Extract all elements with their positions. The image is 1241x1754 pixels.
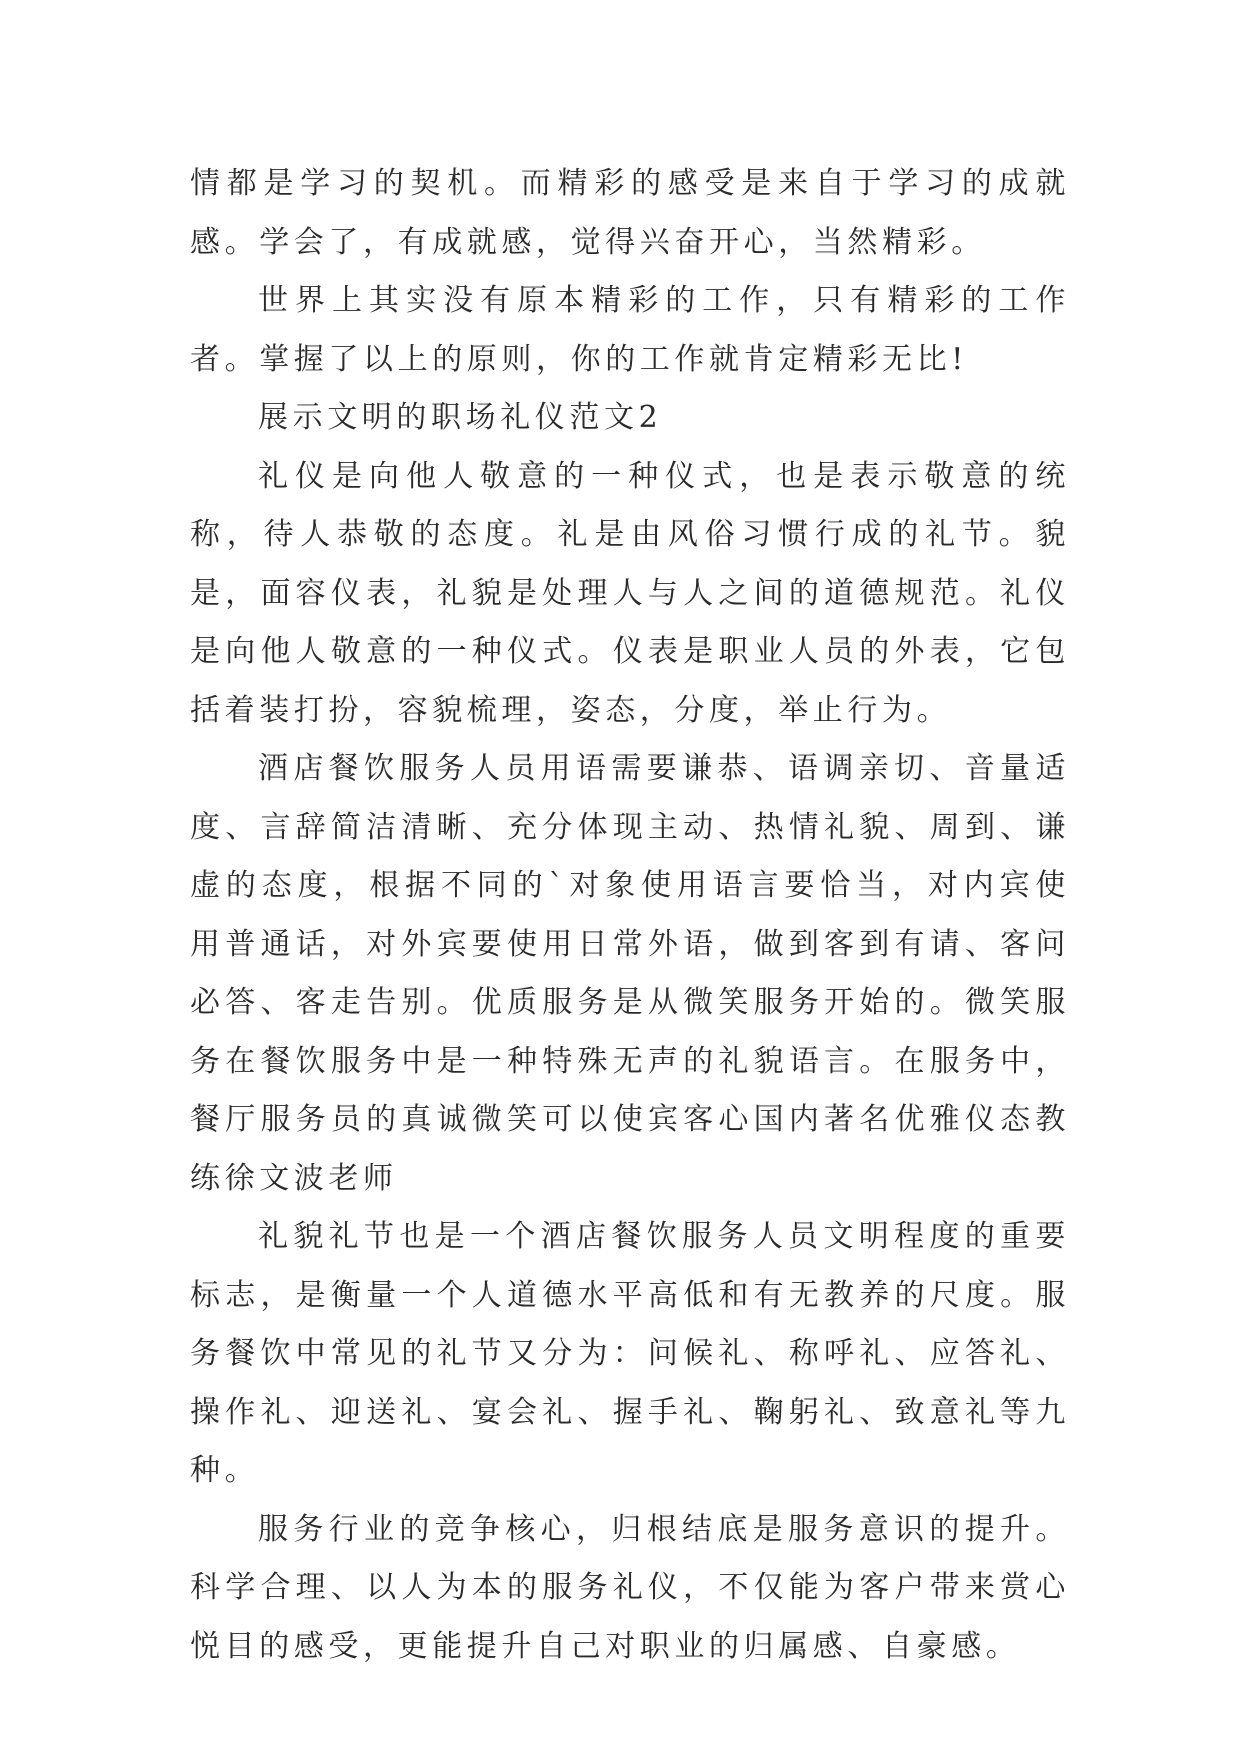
paragraph: 礼貌礼节也是一个酒店餐饮服务人员文明程度的重要标志，是衡量一个人道德水平高低和有无教养的尺度。服务餐饮中常见的礼节又分为：问候礼、称呼礼、应答礼、操作礼、迎送礼、宴会礼、握手礼、鞠躬礼、致意礼等九种。 (190, 1219, 1070, 1488)
paragraph-continuation: 情都是学习的契机。而精彩的感受是来自于学习的成就感。学会了，有成就感，觉得兴奋开心，当然精彩。 (190, 166, 1070, 260)
paragraph: 服务行业的竞争核心，归根结底是服务意识的提升。科学合理、以人为本的服务礼仪，不仅能为客户带来赏心悦目的感受，更能提升自己对职业的归属感、自豪感。 (190, 1511, 1070, 1664)
paragraph: 酒店餐饮服务人员用语需要谦恭、语调亲切、音量适度、言辞简洁清晰、充分体现主动、热情礼貌、周到、谦虚的态度，根据不同的`对象使用语言要恰当，对内宾使用普通话，对外宾要使用日常外语，做到客到有请、客问必答、客走告别。优质服务是从微笑服务开始的。微笑服务在餐饮服务中是一种特殊无声的礼貌语言。在服务中，餐厅服务员的真诚微笑可以使宾客心国内著名优雅仪态教练徐文波老师 (190, 751, 1070, 1196)
paragraph: 礼仪是向他人敬意的一种仪式，也是表示敬意的统称，待人恭敬的态度。礼是由风俗习惯行成的礼节。貌是，面容仪表，礼貌是处理人与人之间的道德规范。礼仪是向他人敬意的一种仪式。仪表是职业人员的外表，它包括着装打扮，容貌梳理，姿态，分度，举止行为。 (190, 458, 1070, 728)
paragraph: 世界上其实没有原本精彩的工作，只有精彩的工作者。掌握了以上的原则，你的工作就肯定精彩无比! (190, 283, 1070, 377)
document-body (190, 155, 1070, 1676)
section-heading: 展示文明的职场礼仪范文2 (258, 400, 663, 435)
